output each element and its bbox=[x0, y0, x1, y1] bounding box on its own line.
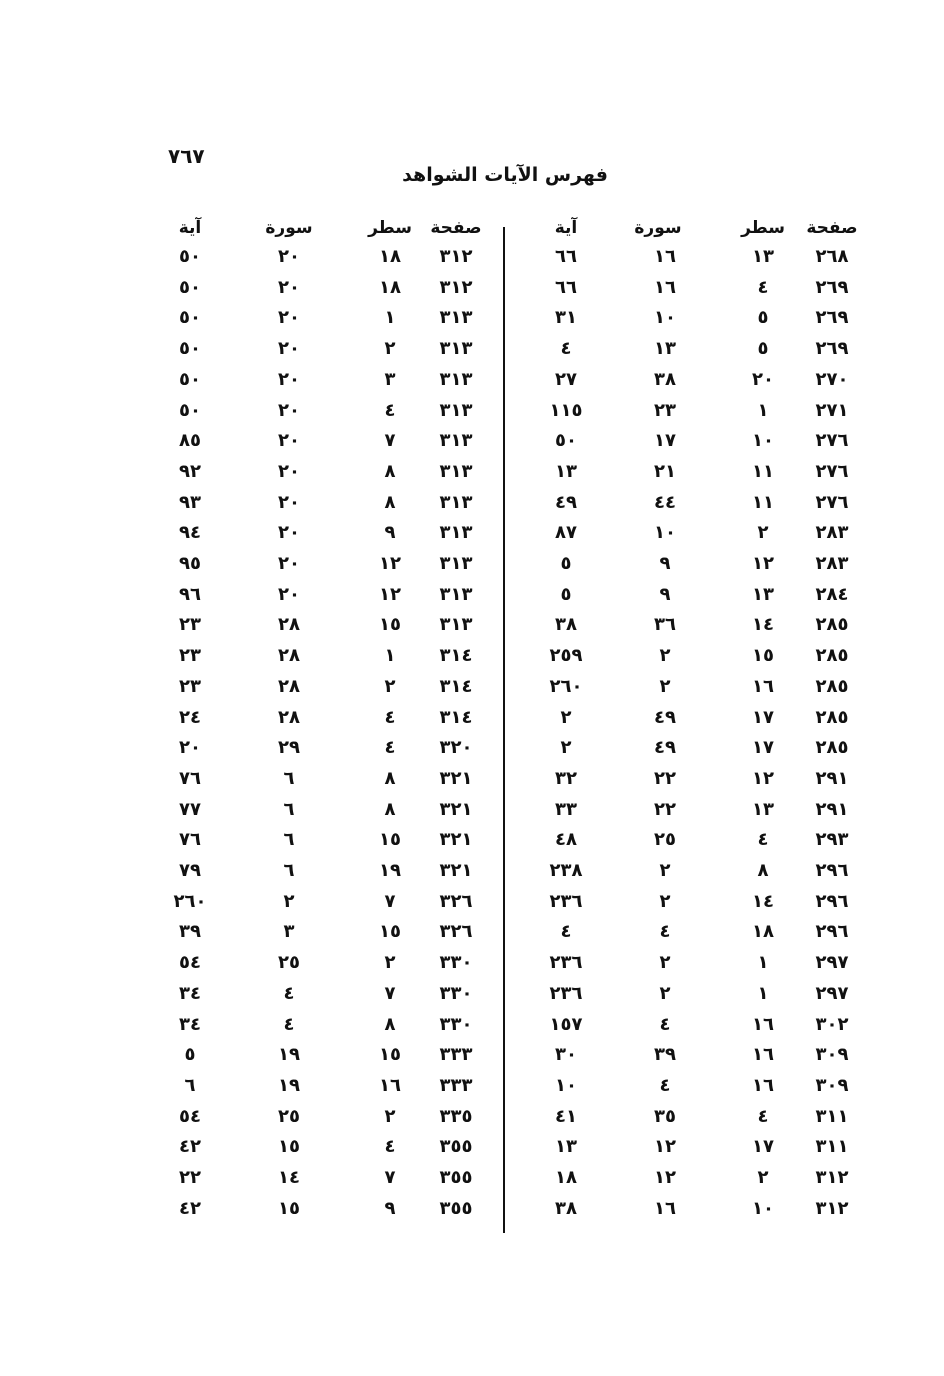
right-table-surah-cell: ٤ bbox=[659, 1013, 671, 1035]
left-table-page-cell: ٣١٣ bbox=[439, 553, 473, 574]
left-table-surah-cell: ٢٠ bbox=[278, 399, 300, 421]
right-table-line-cell: ١٧ bbox=[752, 706, 774, 728]
left-table-line-cell: ٢ bbox=[384, 1105, 396, 1127]
left-table-line-cell: ١ bbox=[384, 307, 396, 329]
right-table-page-cell: ٢٦٩ bbox=[815, 276, 849, 298]
page-number: ٧٦٧ bbox=[168, 144, 205, 168]
left-table-page-cell: ٣٢١ bbox=[439, 829, 473, 851]
left-table-page-cell: ٣٢٦ bbox=[439, 921, 473, 943]
right-table-line-cell: ١٣ bbox=[752, 246, 774, 267]
left-table-page-cell: ٣٣٠ bbox=[439, 952, 473, 974]
left-table-surah-cell: ٢٩ bbox=[278, 737, 300, 759]
left-table-ayah-cell: ٧٩ bbox=[179, 860, 201, 881]
right-table-line-cell: ١١ bbox=[752, 460, 774, 482]
left-table-surah-cell: ١٩ bbox=[278, 1074, 300, 1096]
left-table-ayah-cell: ٢٣ bbox=[179, 614, 201, 636]
right-table-ayah-cell: ١٠ bbox=[555, 1074, 577, 1096]
right-table-line-cell: ٤ bbox=[757, 1105, 769, 1127]
left-table-page-cell: ٣٢٦ bbox=[439, 890, 473, 912]
left-table-ayah-cell: ٣٤ bbox=[179, 982, 201, 1004]
left-table-ayah-cell: ٥٤ bbox=[179, 1105, 201, 1127]
right-table-page-cell: ٢٩٦ bbox=[815, 890, 849, 912]
left-table-surah-cell: ٢٨ bbox=[278, 614, 300, 636]
right-table-page-cell: ٢٧١ bbox=[815, 399, 849, 421]
right-table-surah-cell: ٢ bbox=[659, 890, 671, 912]
right-table-ayah-cell: ١٨ bbox=[555, 1167, 577, 1188]
left-table-surah-cell: ٤ bbox=[283, 982, 295, 1004]
left-table-line-cell: ٧ bbox=[384, 890, 396, 912]
left-table-line-cell: ٧ bbox=[384, 430, 396, 452]
right-table-ayah-cell: ٥ bbox=[560, 553, 572, 574]
right-table-surah-cell: ٣٥ bbox=[654, 1105, 676, 1127]
right-table-page-cell: ٢٦٨ bbox=[815, 246, 849, 267]
left-table-ayah-cell: ٥٤ bbox=[179, 952, 201, 974]
right-table-ayah-cell: ٣٠ bbox=[555, 1044, 577, 1066]
left-table-surah-cell: ٢٠ bbox=[278, 491, 300, 513]
right-table-ayah-cell: ٣٨ bbox=[555, 1197, 577, 1219]
right-table-surah-cell: ٢٥ bbox=[654, 829, 676, 851]
right-table-ayah-cell: ٢٣٦ bbox=[549, 982, 583, 1004]
right-table-page-cell: ٣١١ bbox=[815, 1105, 849, 1127]
left-table-surah-cell: ٦ bbox=[283, 798, 295, 820]
left-table-line-cell: ١٥ bbox=[379, 921, 401, 943]
right-table-page-cell: ٣٠٩ bbox=[815, 1074, 849, 1096]
right-header-surah: سورة bbox=[634, 218, 682, 238]
right-table-surah-cell: ٢ bbox=[659, 982, 671, 1004]
left-table-line-cell: ٨ bbox=[384, 491, 396, 513]
right-table-line-cell: ١ bbox=[757, 982, 769, 1004]
left-table-line-cell: ٣ bbox=[384, 368, 396, 390]
left-table-line-cell: ٩ bbox=[384, 522, 396, 544]
left-table-ayah-cell: ٢٤ bbox=[179, 706, 201, 728]
left-table-ayah-cell: ٣٤ bbox=[179, 1013, 201, 1035]
right-table-surah-cell: ٢٣ bbox=[654, 399, 676, 421]
left-table-surah-cell: ٢٠ bbox=[278, 522, 300, 544]
left-table-ayah-cell: ٢٣ bbox=[179, 675, 201, 697]
right-table-page-cell: ٣٠٢ bbox=[815, 1013, 849, 1035]
right-table-page-cell: ٢٩٦ bbox=[815, 921, 849, 943]
right-table-page-cell: ٣١٢ bbox=[815, 1167, 849, 1188]
right-table-surah-cell: ٤٩ bbox=[654, 706, 676, 728]
left-table-surah-cell: ٢ bbox=[283, 890, 295, 912]
left-table-line-cell: ٧ bbox=[384, 1167, 396, 1188]
left-table-line-cell: ٤ bbox=[384, 1136, 396, 1158]
left-table-page-cell: ٣١٣ bbox=[439, 368, 473, 390]
left-table-page-cell: ٣١٤ bbox=[439, 675, 473, 697]
right-table-line-cell: ١٣ bbox=[752, 583, 774, 605]
right-table-page-cell: ٢٨٣ bbox=[815, 553, 849, 574]
right-table-ayah-cell: ٣٣ bbox=[555, 798, 577, 820]
right-table-ayah-cell: ٤ bbox=[560, 921, 572, 943]
right-table-surah-cell: ٤٩ bbox=[654, 737, 676, 759]
left-table-ayah-cell: ٩٢ bbox=[179, 460, 201, 482]
right-table-page-cell: ٢٩١ bbox=[815, 767, 849, 789]
right-table-ayah-cell: ٢٥٩ bbox=[549, 645, 583, 667]
right-table-surah-cell: ١٧ bbox=[654, 430, 676, 452]
left-table-ayah-cell: ٧٧ bbox=[179, 798, 201, 820]
left-table-line-cell: ١٨ bbox=[379, 246, 401, 267]
right-table-ayah-cell: ٤٩ bbox=[555, 491, 577, 513]
right-table-line-cell: ١٤ bbox=[752, 890, 774, 912]
left-table-page-cell: ٣١٣ bbox=[439, 491, 473, 513]
left-table-ayah-cell: ٢٦٠ bbox=[173, 890, 207, 912]
left-table-page-cell: ٣٥٥ bbox=[439, 1167, 473, 1188]
left-table-surah-cell: ٢٠ bbox=[278, 583, 300, 605]
right-table-ayah-cell: ٤١ bbox=[555, 1105, 577, 1127]
right-table-page-cell: ٢٩٧ bbox=[815, 952, 849, 974]
left-table-line-cell: ٢ bbox=[384, 952, 396, 974]
left-table-page-cell: ٣٣٣ bbox=[439, 1074, 473, 1096]
right-table-ayah-cell: ٤٨ bbox=[555, 829, 577, 851]
left-table-page-cell: ٣٣٠ bbox=[439, 1013, 473, 1035]
left-table-line-cell: ٢ bbox=[384, 338, 396, 360]
right-table-surah-cell: ٢ bbox=[659, 675, 671, 697]
left-table-surah-cell: ٦ bbox=[283, 829, 295, 851]
right-table-surah-cell: ١٦ bbox=[654, 276, 676, 298]
left-table-page-cell: ٣١٤ bbox=[439, 645, 473, 667]
right-table-surah-cell: ٤ bbox=[659, 1074, 671, 1096]
right-table-surah-cell: ٢١ bbox=[654, 460, 676, 482]
right-table-surah-cell: ٩ bbox=[659, 553, 671, 574]
left-table-surah-cell: ٢٠ bbox=[278, 553, 300, 574]
right-table-surah-cell: ١٣ bbox=[654, 338, 676, 360]
left-table-page-cell: ٣١٣ bbox=[439, 614, 473, 636]
right-table-ayah-cell: ٣٨ bbox=[555, 614, 577, 636]
right-table-page-cell: ٢٨٥ bbox=[815, 645, 849, 667]
left-table-ayah-cell: ٩٥ bbox=[179, 553, 201, 574]
left-table-line-cell: ١٩ bbox=[379, 860, 401, 881]
left-table-surah-cell: ١٤ bbox=[278, 1167, 300, 1188]
right-table-page-cell: ٢٨٤ bbox=[815, 583, 849, 605]
right-table-line-cell: ٤ bbox=[757, 829, 769, 851]
left-table-page-cell: ٣١٣ bbox=[439, 460, 473, 482]
left-table-page-cell: ٣٢١ bbox=[439, 767, 473, 789]
left-table-ayah-cell: ٩٦ bbox=[179, 583, 201, 605]
left-table-line-cell: ١٢ bbox=[379, 553, 401, 574]
right-table-ayah-cell: ٥ bbox=[560, 583, 572, 605]
left-table-ayah-cell: ٨٥ bbox=[179, 430, 201, 452]
left-table-page-cell: ٣٣٣ bbox=[439, 1044, 473, 1066]
left-table-surah-cell: ٢٠ bbox=[278, 368, 300, 390]
right-table-page-cell: ٢٩٧ bbox=[815, 982, 849, 1004]
left-table-ayah-cell: ٥٠ bbox=[179, 338, 201, 360]
right-table-line-cell: ٨ bbox=[757, 860, 769, 881]
right-table-ayah-cell: ٢٣٦ bbox=[549, 890, 583, 912]
right-table-ayah-cell: ٢٦٠ bbox=[549, 675, 583, 697]
right-table-ayah-cell: ٢٣٨ bbox=[549, 860, 583, 881]
right-table-ayah-cell: ٣٢ bbox=[555, 767, 577, 789]
right-table-line-cell: ١٦ bbox=[752, 1044, 774, 1066]
left-table-surah-cell: ١٥ bbox=[278, 1197, 300, 1219]
right-table-surah-cell: ١٠ bbox=[654, 522, 676, 544]
left-table-ayah-cell: ٢٠ bbox=[179, 737, 201, 759]
right-table-page-cell: ٣٠٩ bbox=[815, 1044, 849, 1066]
right-table-surah-cell: ٢٢ bbox=[654, 767, 676, 789]
right-table-page-cell: ٢٩١ bbox=[815, 798, 849, 820]
right-table-line-cell: ١٧ bbox=[752, 1136, 774, 1158]
left-table-page-cell: ٣١٢ bbox=[439, 276, 473, 298]
left-table-ayah-cell: ٥٠ bbox=[179, 246, 201, 267]
right-table-line-cell: ١٦ bbox=[752, 1074, 774, 1096]
right-table-page-cell: ٢٦٩ bbox=[815, 307, 849, 329]
left-table-ayah-cell: ٣٩ bbox=[179, 921, 201, 943]
right-table-line-cell: ١٤ bbox=[752, 614, 774, 636]
left-table-page-cell: ٣١٢ bbox=[439, 246, 473, 267]
right-table-ayah-cell: ٢ bbox=[560, 737, 572, 759]
right-table-ayah-cell: ٦٦ bbox=[555, 246, 577, 267]
column-divider bbox=[503, 227, 505, 1233]
right-table-ayah-cell: ٢٧ bbox=[555, 368, 577, 390]
left-table-page-cell: ٣٣٥ bbox=[439, 1105, 473, 1127]
left-table-line-cell: ١٨ bbox=[379, 276, 401, 298]
right-table-line-cell: ١٢ bbox=[752, 553, 774, 574]
left-table-line-cell: ٢ bbox=[384, 675, 396, 697]
left-table-ayah-cell: ٥٠ bbox=[179, 307, 201, 329]
left-table-ayah-cell: ٥٠ bbox=[179, 368, 201, 390]
left-table-line-cell: ١٥ bbox=[379, 829, 401, 851]
left-header-ayah: آية bbox=[178, 218, 202, 238]
left-table-surah-cell: ٦ bbox=[283, 767, 295, 789]
right-table-surah-cell: ٤ bbox=[659, 921, 671, 943]
right-table-line-cell: ٢ bbox=[757, 522, 769, 544]
left-table-line-cell: ١٥ bbox=[379, 614, 401, 636]
right-table-ayah-cell: ١٣ bbox=[555, 460, 577, 482]
right-table-ayah-cell: ٢٣٦ bbox=[549, 952, 583, 974]
left-table-page-cell: ٣٣٠ bbox=[439, 982, 473, 1004]
left-table-surah-cell: ٢٠ bbox=[278, 276, 300, 298]
left-table-ayah-cell: ٥ bbox=[184, 1044, 196, 1066]
left-table-surah-cell: ٢٠ bbox=[278, 430, 300, 452]
right-table-page-cell: ٢٦٩ bbox=[815, 338, 849, 360]
right-table-line-cell: ١٠ bbox=[752, 430, 774, 452]
right-header-line: سطر bbox=[741, 218, 785, 238]
left-table-page-cell: ٣١٣ bbox=[439, 522, 473, 544]
left-table-surah-cell: ٢٠ bbox=[278, 460, 300, 482]
left-table-line-cell: ١٢ bbox=[379, 583, 401, 605]
left-table-surah-cell: ٤ bbox=[283, 1013, 295, 1035]
left-table-ayah-cell: ٢٣ bbox=[179, 645, 201, 667]
left-header-line: سطر bbox=[368, 218, 412, 238]
left-table-line-cell: ٤ bbox=[384, 706, 396, 728]
left-table-ayah-cell: ٢٢ bbox=[179, 1167, 201, 1188]
right-table-ayah-cell: ٥٠ bbox=[555, 430, 577, 452]
left-table-page-cell: ٣١٣ bbox=[439, 338, 473, 360]
left-table-surah-cell: ١٥ bbox=[278, 1136, 300, 1158]
left-table-line-cell: ١٦ bbox=[379, 1074, 401, 1096]
right-header-ayah: آية bbox=[554, 218, 578, 238]
right-table-page-cell: ٢٧٦ bbox=[815, 430, 849, 452]
right-table-line-cell: ١٦ bbox=[752, 1013, 774, 1035]
left-table-page-cell: ٣١٣ bbox=[439, 583, 473, 605]
right-table-line-cell: ٢ bbox=[757, 1167, 769, 1188]
left-table-line-cell: ٩ bbox=[384, 1197, 396, 1219]
right-table-surah-cell: ١٦ bbox=[654, 1197, 676, 1219]
right-table-line-cell: ١ bbox=[757, 399, 769, 421]
left-table-ayah-cell: ٥٠ bbox=[179, 276, 201, 298]
right-table-surah-cell: ١٢ bbox=[654, 1136, 676, 1158]
left-table-line-cell: ١ bbox=[384, 645, 396, 667]
right-table-line-cell: ١٧ bbox=[752, 737, 774, 759]
right-table-surah-cell: ٣٨ bbox=[654, 368, 676, 390]
right-table-page-cell: ٢٨٥ bbox=[815, 614, 849, 636]
left-table-ayah-cell: ٥٠ bbox=[179, 399, 201, 421]
left-table-line-cell: ٨ bbox=[384, 767, 396, 789]
right-table-page-cell: ٢٨٣ bbox=[815, 522, 849, 544]
left-table-ayah-cell: ٧٦ bbox=[179, 829, 201, 851]
left-header-page: صفحة bbox=[430, 218, 482, 238]
left-table-page-cell: ٣١٤ bbox=[439, 706, 473, 728]
right-table-page-cell: ٢٩٣ bbox=[815, 829, 849, 851]
right-table-page-cell: ٢٧٦ bbox=[815, 460, 849, 482]
right-table-line-cell: ١ bbox=[757, 952, 769, 974]
left-table-surah-cell: ٣ bbox=[283, 921, 295, 943]
left-table-surah-cell: ٦ bbox=[283, 860, 295, 881]
right-table-page-cell: ٢٧٦ bbox=[815, 491, 849, 513]
right-table-line-cell: ١٣ bbox=[752, 798, 774, 820]
left-table-surah-cell: ٢٨ bbox=[278, 675, 300, 697]
left-table-page-cell: ٣١٣ bbox=[439, 307, 473, 329]
left-table-surah-cell: ٢٨ bbox=[278, 706, 300, 728]
right-table-page-cell: ٢٨٥ bbox=[815, 706, 849, 728]
right-table-page-cell: ٢٨٥ bbox=[815, 737, 849, 759]
left-header-surah: سورة bbox=[265, 218, 313, 238]
left-table-line-cell: ١٥ bbox=[379, 1044, 401, 1066]
right-table-line-cell: ٥ bbox=[757, 307, 769, 329]
left-table-surah-cell: ٢٠ bbox=[278, 246, 300, 267]
left-table-page-cell: ٣١٣ bbox=[439, 430, 473, 452]
right-table-page-cell: ٣١٢ bbox=[815, 1197, 849, 1219]
right-table-surah-cell: ٢ bbox=[659, 860, 671, 881]
left-table-line-cell: ٤ bbox=[384, 737, 396, 759]
left-table-page-cell: ٣١٣ bbox=[439, 399, 473, 421]
right-table-line-cell: ١٨ bbox=[752, 921, 774, 943]
right-table-ayah-cell: ٣١ bbox=[555, 307, 577, 329]
right-table-surah-cell: ٣٩ bbox=[654, 1044, 676, 1066]
right-table-surah-cell: ٣٦ bbox=[654, 614, 676, 636]
right-table-line-cell: ١٠ bbox=[752, 1197, 774, 1219]
right-table-line-cell: ٤ bbox=[757, 276, 769, 298]
right-table-page-cell: ٢٧٠ bbox=[815, 368, 849, 390]
left-table-ayah-cell: ٩٤ bbox=[179, 522, 201, 544]
left-table-surah-cell: ٢٥ bbox=[278, 1105, 300, 1127]
left-table-page-cell: ٣٢١ bbox=[439, 798, 473, 820]
right-table-line-cell: ٢٠ bbox=[752, 368, 774, 390]
right-table-ayah-cell: ٤ bbox=[560, 338, 572, 360]
right-table-ayah-cell: ١١٥ bbox=[549, 399, 583, 421]
right-table-surah-cell: ٤٤ bbox=[654, 491, 676, 513]
left-table-surah-cell: ٢٨ bbox=[278, 645, 300, 667]
right-table-surah-cell: ٢ bbox=[659, 645, 671, 667]
left-table-surah-cell: ١٩ bbox=[278, 1044, 300, 1066]
right-table-line-cell: ٥ bbox=[757, 338, 769, 360]
left-table-ayah-cell: ٤٢ bbox=[179, 1197, 201, 1219]
left-table-page-cell: ٣٢٠ bbox=[439, 737, 473, 759]
left-table-page-cell: ٣٥٥ bbox=[439, 1197, 473, 1219]
left-table-ayah-cell: ٩٣ bbox=[179, 491, 201, 513]
left-table-line-cell: ٨ bbox=[384, 1013, 396, 1035]
left-table-line-cell: ٨ bbox=[384, 798, 396, 820]
right-table-surah-cell: ٢ bbox=[659, 952, 671, 974]
right-table-surah-cell: ١٦ bbox=[654, 246, 676, 267]
right-table-surah-cell: ١٢ bbox=[654, 1167, 676, 1188]
right-table-page-cell: ٢٩٦ bbox=[815, 860, 849, 881]
left-table-ayah-cell: ٦ bbox=[184, 1074, 196, 1096]
right-table-ayah-cell: ١٣ bbox=[555, 1136, 577, 1158]
right-table-ayah-cell: ٨٧ bbox=[555, 522, 577, 544]
right-table-line-cell: ١٢ bbox=[752, 767, 774, 789]
right-table-ayah-cell: ٢ bbox=[560, 706, 572, 728]
left-table-line-cell: ٤ bbox=[384, 399, 396, 421]
right-table-surah-cell: ١٠ bbox=[654, 307, 676, 329]
right-table-ayah-cell: ٦٦ bbox=[555, 276, 577, 298]
left-table-ayah-cell: ٧٦ bbox=[179, 767, 201, 789]
right-table-surah-cell: ٩ bbox=[659, 583, 671, 605]
left-table-surah-cell: ٢٠ bbox=[278, 338, 300, 360]
right-table-line-cell: ١٦ bbox=[752, 675, 774, 697]
right-table-line-cell: ١١ bbox=[752, 491, 774, 513]
left-table-surah-cell: ٢٥ bbox=[278, 952, 300, 974]
right-header-page: صفحة bbox=[806, 218, 858, 238]
left-table-ayah-cell: ٤٢ bbox=[179, 1136, 201, 1158]
left-table-line-cell: ٨ bbox=[384, 460, 396, 482]
left-table-surah-cell: ٢٠ bbox=[278, 307, 300, 329]
right-table-ayah-cell: ١٥٧ bbox=[549, 1013, 583, 1035]
left-table-line-cell: ٧ bbox=[384, 982, 396, 1004]
right-table-page-cell: ٣١١ bbox=[815, 1136, 849, 1158]
left-table-page-cell: ٣٥٥ bbox=[439, 1136, 473, 1158]
right-table-line-cell: ١٥ bbox=[752, 645, 774, 667]
page-title: فهرس الآيات الشواهد bbox=[402, 164, 608, 186]
right-table-page-cell: ٢٨٥ bbox=[815, 675, 849, 697]
right-table-surah-cell: ٢٢ bbox=[654, 798, 676, 820]
left-table-page-cell: ٣٢١ bbox=[439, 860, 473, 881]
